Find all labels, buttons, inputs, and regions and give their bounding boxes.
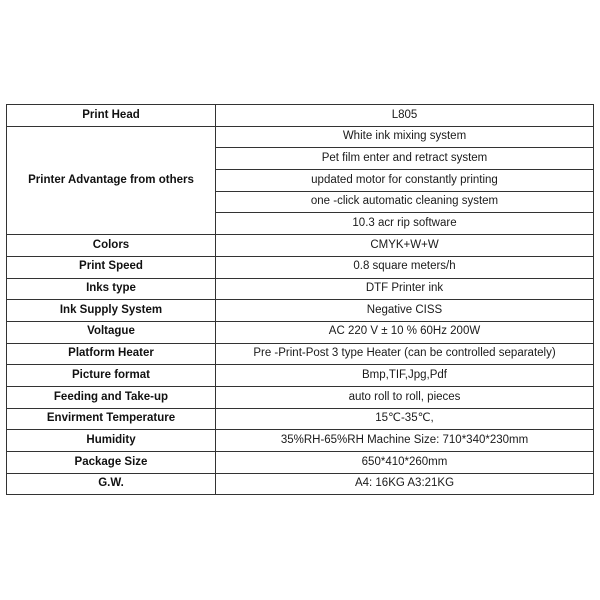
row-label: Colors — [7, 235, 216, 257]
row-value: one -click automatic cleaning system — [216, 191, 594, 213]
row-value: L805 — [216, 105, 594, 127]
table-row-ink-supply-system — [7, 300, 594, 322]
row-value: 0.8 square meters/h — [216, 256, 594, 278]
row-value: 10.3 acr rip software — [216, 213, 594, 235]
row-value: 650*410*260mm — [216, 452, 594, 474]
row-value: A4: 16KG A3:21KG — [216, 473, 594, 495]
row-value: Bmp,TIF,Jpg,Pdf — [216, 365, 594, 387]
row-label: Print Head — [7, 105, 216, 127]
table-row-print-speed — [7, 256, 594, 278]
row-label: Inks type — [7, 278, 216, 300]
row-label: G.W. — [7, 473, 216, 495]
row-value: auto roll to roll, pieces — [216, 386, 594, 408]
row-value: Pre -Print-Post 3 type Heater (can be controlled separately) — [216, 343, 594, 365]
row-value: DTF Printer ink — [216, 278, 594, 300]
row-value: 35%RH-65%RH Machine Size: 710*340*230mm — [216, 430, 594, 452]
table-row-environment-temperature — [7, 408, 594, 430]
row-value: CMYK+W+W — [216, 235, 594, 257]
row-value: Pet film enter and retract system — [216, 148, 594, 170]
row-value: White ink mixing system — [216, 126, 594, 148]
table-row-colors — [7, 235, 594, 257]
table-row-inks-type — [7, 278, 594, 300]
row-label: Print Speed — [7, 256, 216, 278]
row-label: Feeding and Take-up — [7, 386, 216, 408]
table-row-package-size — [7, 452, 594, 474]
table-row-feeding-take-up — [7, 386, 594, 408]
table-row-picture-format — [7, 365, 594, 387]
spec-table — [6, 104, 594, 495]
row-value: 15℃-35℃, — [216, 408, 594, 430]
table-row-platform-heater — [7, 343, 594, 365]
row-label: Printer Advantage from others — [7, 126, 216, 234]
row-value: Negative CISS — [216, 300, 594, 322]
row-value: updated motor for constantly printing — [216, 170, 594, 192]
table-row-voltage — [7, 321, 594, 343]
row-value: AC 220 V ± 10 % 60Hz 200W — [216, 321, 594, 343]
row-label: Envirment Temperature — [7, 408, 216, 430]
row-label: Package Size — [7, 452, 216, 474]
row-label: Picture format — [7, 365, 216, 387]
row-label: Humidity — [7, 430, 216, 452]
row-label: Voltague — [7, 321, 216, 343]
table-row-printer-advantage — [7, 126, 594, 148]
table-row-gross-weight — [7, 473, 594, 495]
table-row-print-head — [7, 105, 594, 127]
row-label: Ink Supply System — [7, 300, 216, 322]
row-label: Platform Heater — [7, 343, 216, 365]
table-row-humidity — [7, 430, 594, 452]
